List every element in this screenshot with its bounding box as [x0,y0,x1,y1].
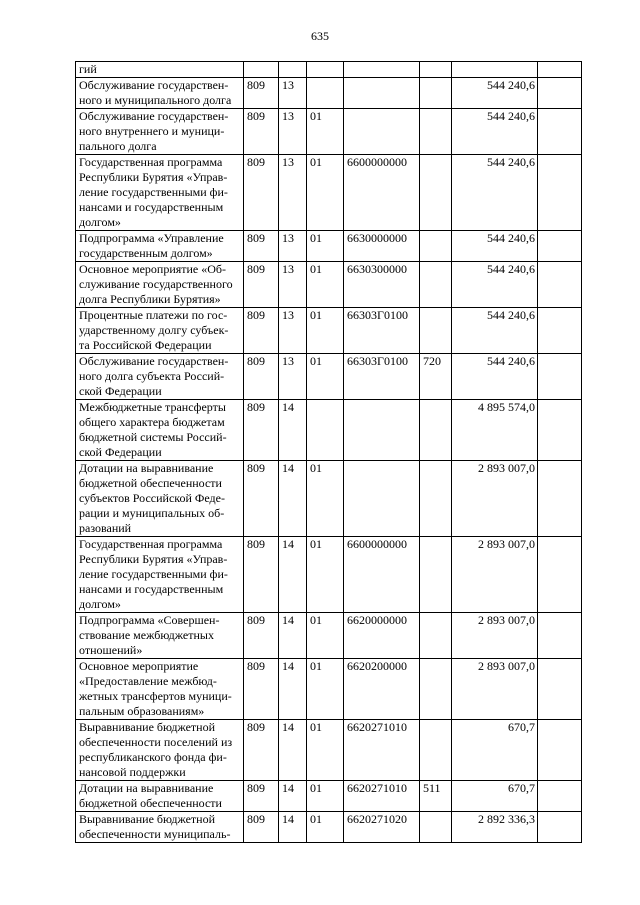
extra-cell [538,308,582,354]
extra-cell [538,78,582,109]
table-row [76,400,582,461]
expense-type-cell [420,308,452,354]
row-name-cell: Обслуживание государствен- ного и муниципального долга [76,78,244,109]
ministry-code-cell: 809 [244,155,279,231]
subsection-code-cell: 01 [307,537,344,613]
ministry-code-cell: 809 [244,537,279,613]
expense-type-cell [420,613,452,659]
row-name-cell: Процентные платежи по гос- ударственному долгу субъек- та Российской Федерации [76,308,244,354]
ministry-code-cell: 809 [244,781,279,812]
extra-cell [538,659,582,720]
section-code-cell: 14 [279,812,307,843]
section-code-cell: 13 [279,155,307,231]
section-code-cell: 13 [279,231,307,262]
extra-cell [538,720,582,781]
amount-cell: 544 240,6 [452,155,538,231]
amount-cell: 544 240,6 [452,231,538,262]
extra-cell [538,812,582,843]
extra-cell [538,354,582,400]
expense-type-cell [420,78,452,109]
target-article-cell: 6600000000 [344,537,420,613]
subsection-code-cell: 01 [307,109,344,155]
subsection-code-cell: 01 [307,812,344,843]
amount-cell: 2 892 336,3 [452,812,538,843]
table-body [76,62,582,843]
row-name-cell: Государственная программа Республики Бурятия «Управ- ление государственными фи- нансами и государственным долгом» [76,155,244,231]
target-article-cell [344,461,420,537]
ministry-code-cell: 809 [244,613,279,659]
section-code-cell: 13 [279,262,307,308]
target-article-cell: 6620200000 [344,659,420,720]
ministry-code-cell: 809 [244,812,279,843]
section-code-cell: 14 [279,537,307,613]
ministry-code-cell: 809 [244,354,279,400]
extra-cell [538,537,582,613]
amount-cell: 4 895 574,0 [452,400,538,461]
ministry-code-cell: 809 [244,659,279,720]
subsection-code-cell: 01 [307,781,344,812]
subsection-code-cell: 01 [307,659,344,720]
subsection-code-cell: 01 [307,308,344,354]
expense-type-cell [420,109,452,155]
section-code-cell: 14 [279,720,307,781]
extra-cell [538,461,582,537]
ministry-code-cell: 809 [244,720,279,781]
subsection-code-cell: 01 [307,720,344,781]
subsection-code-cell: 01 [307,354,344,400]
table-row [76,461,582,537]
amount-cell: 2 893 007,0 [452,461,538,537]
subsection-code-cell: 01 [307,461,344,537]
section-code-cell: 13 [279,354,307,400]
expense-type-cell: 720 [420,354,452,400]
subsection-code-cell: 01 [307,155,344,231]
ministry-code-cell [244,62,279,78]
table-row [76,812,582,843]
expense-type-cell [420,262,452,308]
target-article-cell: 6620000000 [344,613,420,659]
target-article-cell [344,109,420,155]
section-code-cell: 13 [279,109,307,155]
section-code-cell: 14 [279,461,307,537]
table-row [76,262,582,308]
subsection-code-cell [307,78,344,109]
expense-type-cell [420,720,452,781]
section-code-cell: 13 [279,78,307,109]
row-name-cell: Подпрограмма «Совершен- ствование межбюджетных отношений» [76,613,244,659]
row-name-cell: Основное мероприятие «Об- служивание государственного долга Республики Бурятия» [76,262,244,308]
table-row [76,537,582,613]
target-article-cell [344,400,420,461]
row-name-cell: Подпрограмма «Управление государственным долгом» [76,231,244,262]
amount-cell: 544 240,6 [452,109,538,155]
target-article-cell: 6620271010 [344,720,420,781]
ministry-code-cell: 809 [244,262,279,308]
section-code-cell: 14 [279,781,307,812]
target-article-cell: 6620271010 [344,781,420,812]
section-code-cell: 14 [279,659,307,720]
expense-type-cell [420,812,452,843]
amount-cell: 544 240,6 [452,78,538,109]
subsection-code-cell: 01 [307,262,344,308]
table-row [76,308,582,354]
row-name-cell: Выравнивание бюджетной обеспеченности поселений из республиканского фонда фи- нансовой поддержки [76,720,244,781]
target-article-cell: 66303Г0100 [344,354,420,400]
table-row [76,78,582,109]
expense-type-cell [420,461,452,537]
ministry-code-cell: 809 [244,109,279,155]
ministry-code-cell: 809 [244,461,279,537]
ministry-code-cell: 809 [244,231,279,262]
row-name-cell: Государственная программа Республики Бурятия «Управ- ление государственными фи- нансами и государственным долгом» [76,537,244,613]
ministry-code-cell: 809 [244,400,279,461]
table-row [76,613,582,659]
amount-cell: 544 240,6 [452,262,538,308]
target-article-cell: 6620271020 [344,812,420,843]
extra-cell [538,262,582,308]
target-article-cell: 66303Г0100 [344,308,420,354]
table-row [76,62,582,78]
expense-type-cell [420,155,452,231]
section-code-cell: 13 [279,308,307,354]
row-name-cell: Дотации на выравнивание бюджетной обеспеченности субъектов Российской Феде- рации и муниципальных об- разований [76,461,244,537]
expense-type-cell [420,537,452,613]
extra-cell [538,62,582,78]
row-name-cell: Межбюджетные трансферты общего характера бюджетам бюджетной системы Россий- ской Федерации [76,400,244,461]
table-row [76,354,582,400]
expense-type-cell: 511 [420,781,452,812]
target-article-cell [344,62,420,78]
amount-cell [452,62,538,78]
ministry-code-cell: 809 [244,308,279,354]
extra-cell [538,613,582,659]
expense-type-cell [420,659,452,720]
amount-cell: 544 240,6 [452,354,538,400]
amount-cell: 2 893 007,0 [452,613,538,659]
target-article-cell: 6630000000 [344,231,420,262]
expense-type-cell [420,62,452,78]
subsection-code-cell: 01 [307,613,344,659]
section-code-cell: 14 [279,400,307,461]
subsection-code-cell [307,62,344,78]
section-code-cell [279,62,307,78]
table-row [76,781,582,812]
target-article-cell: 6630300000 [344,262,420,308]
row-name-cell: Дотации на выравнивание бюджетной обеспеченности [76,781,244,812]
row-name-cell: Выравнивание бюджетной обеспеченности муниципаль- [76,812,244,843]
extra-cell [538,781,582,812]
table-row [76,231,582,262]
target-article-cell: 6600000000 [344,155,420,231]
row-name-cell: Обслуживание государствен- ного долга субъекта Россий- ской Федерации [76,354,244,400]
amount-cell: 670,7 [452,720,538,781]
table-row [76,659,582,720]
table-row [76,720,582,781]
subsection-code-cell: 01 [307,231,344,262]
ministry-code-cell: 809 [244,78,279,109]
budget-table [75,61,582,843]
extra-cell [538,109,582,155]
page-number: 635 [311,29,329,43]
row-name-cell: Основное мероприятие «Предоставление межбюд- жетных трансфертов муници- пальным образованиям» [76,659,244,720]
row-name-cell: гий [76,62,244,78]
target-article-cell [344,78,420,109]
expense-type-cell [420,400,452,461]
subsection-code-cell [307,400,344,461]
amount-cell: 2 893 007,0 [452,537,538,613]
table-row [76,109,582,155]
row-name-cell: Обслуживание государствен- ного внутреннего и муници- пального долга [76,109,244,155]
table-row [76,155,582,231]
amount-cell: 670,7 [452,781,538,812]
amount-cell: 2 893 007,0 [452,659,538,720]
extra-cell [538,400,582,461]
section-code-cell: 14 [279,613,307,659]
amount-cell: 544 240,6 [452,308,538,354]
expense-type-cell [420,231,452,262]
extra-cell [538,155,582,231]
extra-cell [538,231,582,262]
